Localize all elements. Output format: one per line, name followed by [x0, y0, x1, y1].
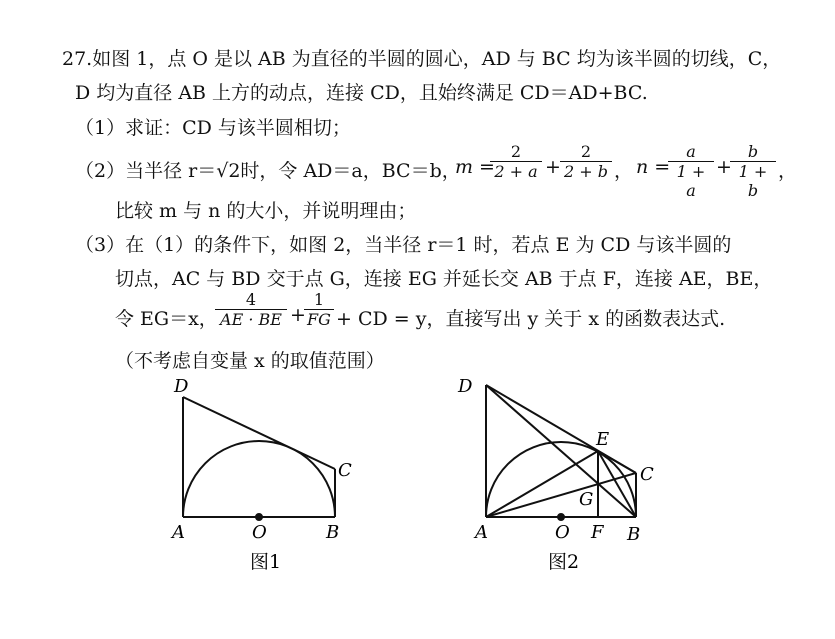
problem-line-2: D 均为直径 AB 上方的动点，连接 CD，且始终满足 CD＝AD+BC.	[75, 82, 648, 104]
part-3-prefix: 令 EG＝x，	[115, 308, 218, 330]
n-frac2-denominator: 1 + b	[738, 162, 768, 200]
part-3-suffix: + CD = y，直接写出 y 关于 x 的函数表达式.	[336, 308, 726, 330]
n-frac2-numerator: b	[730, 142, 776, 162]
m-label: m =	[455, 156, 495, 178]
fig2-label-D: D	[458, 376, 473, 397]
fig1-label-A: A	[172, 522, 185, 543]
fig1-center-point	[256, 514, 262, 520]
part-2-prefix: （2）当半径 r＝√2时，令 AD＝a，BC＝b，	[75, 160, 461, 182]
fig2-segment-BD	[486, 385, 636, 517]
fig2-label-A: A	[475, 522, 488, 543]
n-frac1-denominator: 1 + a	[676, 162, 706, 200]
comma: ，	[778, 160, 798, 182]
fig1-semicircle	[183, 441, 335, 517]
fig1-label-C: C	[338, 460, 352, 481]
fig1-segment-CD	[183, 397, 335, 469]
part-3-line-2: 切点，AC 与 BD 交于点 G，连接 EG 并延长交 AB 于点 F，连接 AE，BE，	[115, 268, 773, 290]
n-label: n =	[636, 156, 671, 178]
part-1-text: （1）求证：CD 与该半圆相切；	[75, 117, 351, 139]
fig2-caption: 图2	[548, 551, 580, 573]
fig1-label-O: O	[252, 522, 267, 543]
plus-sign: +	[290, 304, 306, 326]
p3-frac2-denominator: FG	[307, 310, 331, 329]
fig2-center-point	[558, 514, 564, 520]
note-text: （不考虑自变量 x 的取值范围）	[115, 350, 385, 372]
fig1-label-B: B	[326, 522, 340, 543]
plus-sign: +	[716, 156, 732, 178]
comma: ，	[614, 160, 634, 182]
fig2-label-B: B	[627, 524, 641, 545]
fig2-label-G: G	[579, 489, 594, 510]
fig1-label-D: D	[174, 376, 189, 397]
m-frac1-denominator: 2 + a	[494, 162, 538, 181]
p3-frac2-numerator: 1	[304, 290, 334, 310]
m-frac2-denominator: 2 + b	[564, 162, 608, 181]
figure-2	[486, 385, 636, 520]
n-frac1-numerator: a	[668, 142, 714, 162]
problem-line-1: 27.如图 1，点 O 是以 AB 为直径的半圆的圆心，AD 与 BC 均为该半圆的切线，C，	[62, 48, 782, 70]
part-3-line-1: （3）在（1）的条件下，如图 2，当半径 r＝1 时，若点 E 为 CD 与该半圆的	[75, 234, 732, 256]
m-frac2-numerator: 2	[560, 142, 612, 162]
fig2-label-E: E	[596, 429, 610, 450]
p3-frac1-numerator: 4	[215, 290, 287, 310]
fig2-label-F: F	[591, 522, 604, 543]
fig1-caption: 图1	[250, 551, 282, 573]
fig2-label-C: C	[640, 464, 654, 485]
m-frac1-numerator: 2	[490, 142, 542, 162]
fig2-label-O: O	[555, 522, 570, 543]
p3-frac1-denominator: AE · BE	[220, 310, 282, 329]
figure-1	[183, 397, 335, 520]
part-2-line-2: 比较 m 与 n 的大小，并说明理由；	[115, 200, 417, 222]
plus-sign: +	[545, 156, 561, 178]
